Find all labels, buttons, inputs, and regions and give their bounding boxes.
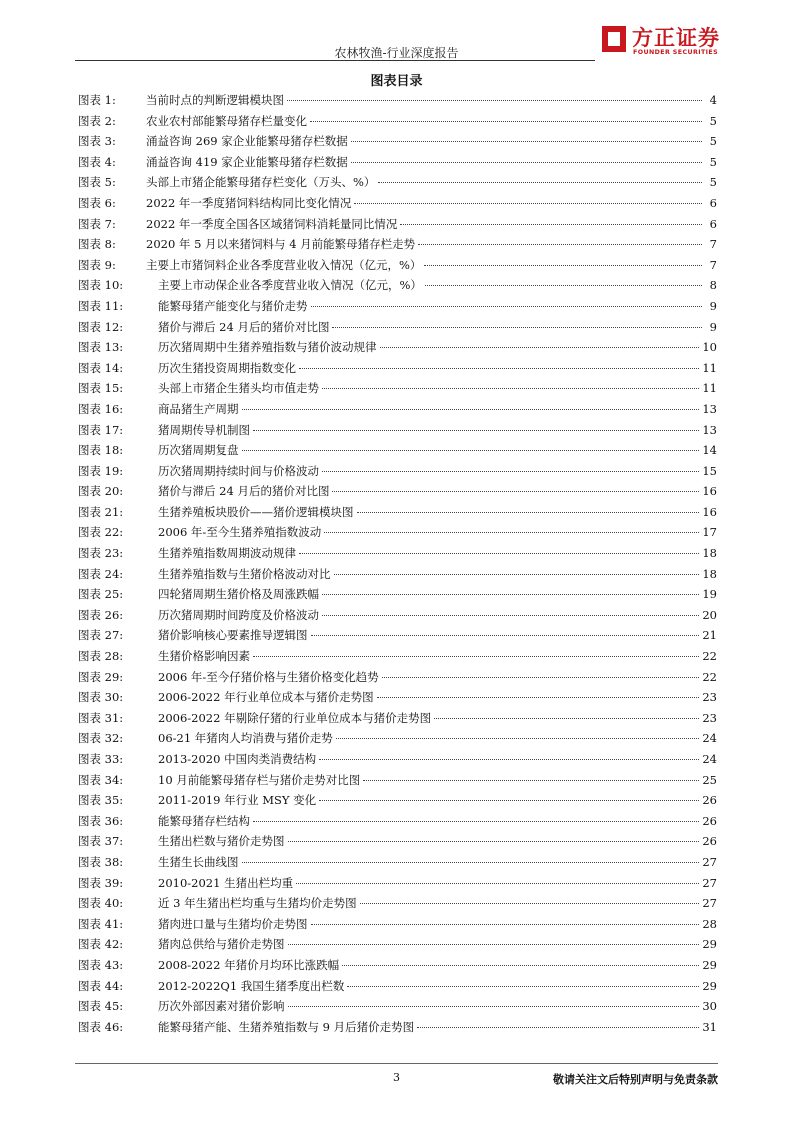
toc-dot-leader <box>357 512 700 513</box>
toc-entry-page: 7 <box>709 257 717 272</box>
toc-list <box>78 92 717 1039</box>
toc-entry-label: 图表 7: <box>78 216 116 231</box>
toc-entry-label: 图表 34: <box>78 772 124 787</box>
toc-entry-title[interactable]: 猪价影响核心要素推导逻辑图 <box>158 628 308 643</box>
toc-entry-title[interactable]: 生猪价格影响因素 <box>158 649 250 664</box>
toc-entry-page: 6 <box>709 216 717 231</box>
toc-entry-page: 25 <box>702 772 717 787</box>
toc-dot-leader <box>378 182 702 183</box>
toc-entry-title[interactable]: 2006-2022 年行业单位成本与猪价走势图 <box>158 690 374 705</box>
toc-entry-label: 图表 29: <box>78 669 124 684</box>
toc-entry[interactable] <box>78 319 717 340</box>
toc-entry-title[interactable]: 猪价与滞后 24 月后的猪价对比图 <box>158 484 330 499</box>
toc-entry-title[interactable]: 2022 年一季度全国各区域猪饲料消耗量同比情况 <box>146 216 398 231</box>
toc-entry-label: 图表 30: <box>78 690 124 705</box>
toc-entry-page: 31 <box>702 1019 717 1034</box>
toc-dot-leader <box>351 162 702 163</box>
toc-dot-leader <box>319 800 699 801</box>
toc-entry-label: 图表 22: <box>78 525 124 540</box>
toc-entry-title[interactable]: 涌益咨询 419 家企业能繁母猪存栏数据 <box>146 154 348 169</box>
toc-entry-title[interactable]: 历次猪周期持续时间与价格波动 <box>158 463 319 478</box>
toc-entry-title[interactable]: 历次生猪投资周期指数变化 <box>158 360 296 375</box>
toc-dot-leader <box>253 821 699 822</box>
toc-entry[interactable] <box>78 174 717 195</box>
toc-entry-label: 图表 5: <box>78 175 116 190</box>
toc-entry-label: 图表 31: <box>78 710 124 725</box>
toc-entry[interactable] <box>78 607 717 628</box>
toc-entry-page: 6 <box>709 195 717 210</box>
toc-entry-page: 26 <box>702 793 717 808</box>
toc-dot-leader <box>377 697 700 698</box>
toc-entry-title[interactable]: 涌益咨询 269 家企业能繁母猪存栏数据 <box>146 134 348 149</box>
toc-entry-label: 图表 4: <box>78 154 116 169</box>
toc-dot-leader <box>322 594 699 595</box>
toc-entry-page: 27 <box>702 896 717 911</box>
toc-dot-leader <box>319 759 699 760</box>
toc-entry-label: 图表 2: <box>78 113 116 128</box>
toc-entry-title[interactable]: 2020 年 5 月以来猪饲料与 4 月前能繁母猪存栏走势 <box>146 237 416 252</box>
toc-entry-label: 图表 8: <box>78 237 116 252</box>
toc-entry[interactable] <box>78 936 717 957</box>
toc-entry-page: 5 <box>709 175 717 190</box>
toc-entry-title[interactable]: 06-21 年猪肉人均消费与猪价走势 <box>158 731 333 746</box>
toc-entry-title[interactable]: 猪肉进口量与生猪均价走势图 <box>158 916 308 931</box>
toc-entry-page: 4 <box>709 93 717 107</box>
toc-entry[interactable] <box>78 689 717 710</box>
toc-dot-leader <box>322 388 699 389</box>
toc-dot-leader <box>400 224 702 225</box>
toc-entry-page: 21 <box>702 628 717 643</box>
toc-entry-title[interactable]: 四轮猪周期生猪价格及周涨跌幅 <box>158 587 319 602</box>
toc-dot-leader <box>324 532 699 533</box>
toc-entry-label: 图表 19: <box>78 463 124 478</box>
toc-entry[interactable] <box>78 442 717 463</box>
toc-entry-label: 图表 27: <box>78 628 124 643</box>
toc-entry-label: 图表 18: <box>78 443 124 458</box>
toc-entry-title[interactable]: 2006 年-至今生猪养殖指数波动 <box>158 525 322 540</box>
toc-dot-leader <box>288 841 700 842</box>
toc-entry[interactable] <box>78 133 717 154</box>
toc-entry-title[interactable]: 当前时点的判断逻辑模块图 <box>146 93 284 107</box>
toc-entry-label: 图表 3: <box>78 134 116 149</box>
toc-entry-page: 27 <box>702 854 717 869</box>
toc-entry-label: 图表 16: <box>78 401 124 416</box>
toc-entry-label: 图表 9: <box>78 257 116 272</box>
toc-entry-label: 图表 45: <box>78 999 124 1014</box>
toc-entry[interactable] <box>78 1019 717 1040</box>
toc-dot-leader <box>418 244 702 245</box>
toc-entry-page: 27 <box>702 875 717 890</box>
footer-disclaimer: 敬请关注文后特别声明与免责条款 <box>553 1073 718 1086</box>
toc-entry-title[interactable]: 主要上市动保企业各季度营业收入情况（亿元，%） <box>158 278 422 293</box>
toc-entry-label: 图表 32: <box>78 731 124 746</box>
toc-entry[interactable] <box>78 524 717 545</box>
toc-entry[interactable] <box>78 957 717 978</box>
toc-entry[interactable] <box>78 875 717 896</box>
toc-entry-page: 11 <box>702 360 717 375</box>
toc-entry-page: 9 <box>709 319 717 334</box>
toc-entry[interactable] <box>78 792 717 813</box>
toc-dot-leader <box>242 862 700 863</box>
toc-dot-leader <box>363 780 699 781</box>
logo-english-text: FOUNDER SECURITIES <box>633 49 719 56</box>
toc-entry[interactable] <box>78 998 717 1019</box>
toc-dot-leader <box>351 141 702 142</box>
toc-entry-title[interactable]: 近 3 年生猪出栏均重与生猪均价走势图 <box>158 896 357 911</box>
toc-entry-label: 图表 13: <box>78 340 124 355</box>
toc-entry-page: 5 <box>709 134 717 149</box>
toc-entry-page: 9 <box>709 298 717 313</box>
toc-entry-title[interactable]: 2012-2022Q1 我国生猪季度出栏数 <box>158 978 345 993</box>
toc-entry[interactable] <box>78 566 717 587</box>
toc-entry-page: 23 <box>702 690 717 705</box>
toc-entry-label: 图表 36: <box>78 813 124 828</box>
toc-dot-leader <box>425 285 702 286</box>
toc-dot-leader <box>360 903 700 904</box>
toc-entry-title[interactable]: 2013-2020 中国肉类消费结构 <box>158 752 317 766</box>
toc-entry[interactable] <box>78 195 717 216</box>
toc-entry[interactable] <box>78 772 717 793</box>
toc-dot-leader <box>299 368 699 369</box>
toc-dot-leader <box>242 409 700 410</box>
toc-entry-page: 18 <box>702 546 717 561</box>
toc-entry-page: 20 <box>702 607 717 622</box>
toc-entry-title[interactable]: 头部上市猪企能繁母猪存栏变化（万头、%） <box>146 175 376 190</box>
toc-entry-label: 图表 6: <box>78 195 116 210</box>
toc-dot-leader <box>242 450 700 451</box>
toc-entry-label: 图表 46: <box>78 1019 124 1034</box>
toc-dot-leader <box>296 883 699 884</box>
toc-entry[interactable] <box>78 339 717 360</box>
toc-entry-label: 图表 37: <box>78 834 124 849</box>
report-header-title: 农林牧渔-行业深度报告 <box>334 46 459 60</box>
toc-entry-title[interactable]: 历次猪周期时间跨度及价格波动 <box>158 607 319 622</box>
toc-entry[interactable] <box>78 833 717 854</box>
toc-dot-leader <box>287 100 702 101</box>
toc-entry[interactable] <box>78 298 717 319</box>
toc-entry-page: 18 <box>702 566 717 581</box>
toc-entry-page: 8 <box>709 278 717 293</box>
logo-chinese-text: 方正证券 <box>632 26 720 50</box>
toc-entry-label: 图表 20: <box>78 484 124 499</box>
toc-entry-label: 图表 42: <box>78 937 124 952</box>
toc-dot-leader <box>382 677 700 678</box>
toc-entry-title[interactable]: 农业农村部能繁母猪存栏量变化 <box>146 113 307 128</box>
toc-entry-title[interactable]: 历次猪周期中生猪养殖指数与猪价波动规律 <box>158 340 377 355</box>
toc-entry-title[interactable]: 生猪养殖指数周期波动规律 <box>158 546 296 561</box>
toc-entry-page: 29 <box>702 937 717 952</box>
toc-entry[interactable] <box>78 895 717 916</box>
toc-entry[interactable] <box>78 257 717 278</box>
toc-entry[interactable] <box>78 545 717 566</box>
toc-dot-leader <box>424 265 702 266</box>
toc-entry-title[interactable]: 历次外部因素对猪价影响 <box>158 999 285 1014</box>
toc-entry-title[interactable]: 生猪养殖指数与生猪价格波动对比 <box>158 566 331 581</box>
toc-entry-title[interactable]: 历次猪周期复盘 <box>158 443 239 458</box>
toc-entry-title[interactable]: 2022 年一季度猪饲料结构同比变化情况 <box>146 195 352 210</box>
toc-entry[interactable] <box>78 92 717 113</box>
toc-dot-leader <box>332 491 699 492</box>
toc-entry-title[interactable]: 2006-2022 年剔除仔猪的行业单位成本与猪价走势图 <box>158 710 432 725</box>
toc-dot-leader <box>311 924 700 925</box>
toc-entry[interactable] <box>78 483 717 504</box>
toc-entry[interactable] <box>78 154 717 175</box>
toc-dot-leader <box>253 656 699 657</box>
toc-dot-leader <box>332 327 702 328</box>
toc-entry[interactable] <box>78 978 717 999</box>
toc-entry-label: 图表 25: <box>78 587 124 602</box>
toc-entry-title[interactable]: 能繁母猪产能变化与猪价走势 <box>158 298 308 313</box>
toc-entry[interactable] <box>78 216 717 237</box>
toc-entry-title[interactable]: 生猪生长曲线图 <box>158 854 239 869</box>
founder-securities-logo <box>600 24 730 58</box>
footer-page-number: 3 <box>393 1071 400 1084</box>
toc-dot-leader <box>334 574 700 575</box>
toc-entry-page: 13 <box>702 401 717 416</box>
toc-entry-label: 图表 10: <box>78 278 124 293</box>
toc-entry-page: 16 <box>702 504 717 519</box>
toc-entry-page: 16 <box>702 484 717 499</box>
toc-entry-page: 23 <box>702 710 717 725</box>
toc-entry-title[interactable]: 2010-2021 生猪出栏均重 <box>158 875 294 890</box>
toc-entry-label: 图表 33: <box>78 752 124 766</box>
toc-entry-page: 29 <box>702 957 717 972</box>
toc-entry[interactable] <box>78 236 717 257</box>
toc-entry[interactable] <box>78 669 717 690</box>
toc-entry[interactable] <box>78 813 717 834</box>
toc-entry-title[interactable]: 能繁母猪存栏结构 <box>158 813 250 828</box>
toc-entry-title[interactable]: 头部上市猪企生猪头均市值走势 <box>158 381 319 396</box>
toc-entry-label: 图表 40: <box>78 896 124 911</box>
toc-entry[interactable] <box>78 504 717 525</box>
toc-entry-label: 图表 26: <box>78 607 124 622</box>
toc-entry-label: 图表 17: <box>78 422 124 437</box>
toc-entry[interactable] <box>78 401 717 422</box>
toc-entry-label: 图表 24: <box>78 566 124 581</box>
toc-entry-page: 10 <box>702 340 717 355</box>
toc-entry-page: 5 <box>709 154 717 169</box>
toc-entry[interactable] <box>78 854 717 875</box>
founder-logo-icon <box>600 24 628 54</box>
toc-entry-label: 图表 38: <box>78 854 124 869</box>
toc-entry[interactable] <box>78 586 717 607</box>
toc-dot-leader <box>311 635 700 636</box>
toc-dot-leader <box>354 203 702 204</box>
toc-entry-title[interactable]: 2008-2022 年猪价月均环比涨跌幅 <box>158 957 340 972</box>
toc-entry[interactable] <box>78 710 717 731</box>
toc-entry-page: 28 <box>702 916 717 931</box>
toc-entry[interactable] <box>78 648 717 669</box>
toc-entry-page: 26 <box>702 813 717 828</box>
toc-dot-leader <box>342 965 699 966</box>
toc-entry-label: 图表 12: <box>78 319 124 334</box>
toc-entry-title[interactable]: 生猪出栏数与猪价走势图 <box>158 834 285 849</box>
toc-entry[interactable] <box>78 422 717 443</box>
footer-divider <box>75 1063 718 1064</box>
toc-entry-label: 图表 21: <box>78 504 124 519</box>
toc-entry-title[interactable]: 猪周期传导机制图 <box>158 422 250 437</box>
toc-entry-page: 15 <box>702 463 717 478</box>
toc-entry-page: 22 <box>702 669 717 684</box>
toc-entry-title[interactable]: 主要上市猪饲料企业各季度营业收入情况（亿元，%） <box>146 257 422 272</box>
toc-entry[interactable] <box>78 730 717 751</box>
toc-entry-label: 图表 11: <box>78 298 124 313</box>
toc-entry-label: 图表 1: <box>78 93 116 107</box>
toc-entry[interactable] <box>78 380 717 401</box>
toc-dot-leader <box>288 1006 700 1007</box>
toc-entry-page: 22 <box>702 649 717 664</box>
toc-entry-page: 11 <box>702 381 717 396</box>
toc-entry-page: 19 <box>702 587 717 602</box>
toc-entry-title[interactable]: 猪肉总供给与猪价走势图 <box>158 937 285 952</box>
toc-entry-title[interactable]: 能繁母猪产能、生猪养殖指数与 9 月后猪价走势图 <box>158 1019 415 1034</box>
toc-entry-label: 图表 43: <box>78 957 124 972</box>
toc-entry-label: 图表 28: <box>78 649 124 664</box>
toc-dot-leader <box>299 553 699 554</box>
toc-entry-page: 24 <box>702 731 717 746</box>
toc-entry-title[interactable]: 生猪养殖板块股价——猪价逻辑模块图 <box>158 504 354 519</box>
toc-entry-label: 图表 15: <box>78 381 124 396</box>
toc-title: 图表目录 <box>370 74 423 89</box>
toc-dot-leader <box>347 986 699 987</box>
toc-entry-label: 图表 14: <box>78 360 124 375</box>
toc-entry[interactable] <box>78 627 717 648</box>
toc-entry-page: 17 <box>702 525 717 540</box>
toc-entry-label: 图表 23: <box>78 546 124 561</box>
toc-entry-page: 30 <box>702 999 717 1014</box>
toc-entry-label: 图表 39: <box>78 875 124 890</box>
toc-entry[interactable] <box>78 113 717 134</box>
toc-entry[interactable] <box>78 751 717 772</box>
toc-entry-page: 13 <box>702 422 717 437</box>
toc-dot-leader <box>322 615 699 616</box>
toc-dot-leader <box>288 944 700 945</box>
toc-entry[interactable] <box>78 277 717 298</box>
toc-entry[interactable] <box>78 360 717 381</box>
toc-entry-page: 26 <box>702 834 717 849</box>
toc-entry-page: 24 <box>702 752 717 766</box>
toc-dot-leader <box>310 121 702 122</box>
toc-entry-page: 29 <box>702 978 717 993</box>
toc-entry-label: 图表 44: <box>78 978 124 993</box>
toc-dot-leader <box>380 347 700 348</box>
toc-entry-title[interactable]: 2011-2019 年行业 MSY 变化 <box>158 793 317 808</box>
toc-entry-label: 图表 35: <box>78 793 124 808</box>
toc-dot-leader <box>311 306 703 307</box>
toc-dot-leader <box>336 738 700 739</box>
toc-entry-title[interactable]: 2006 年-至今仔猪价格与生猪价格变化趋势 <box>158 669 379 684</box>
toc-dot-leader <box>417 1027 699 1028</box>
toc-dot-leader <box>322 471 699 472</box>
toc-entry-label: 图表 41: <box>78 916 124 931</box>
toc-entry[interactable] <box>78 463 717 484</box>
toc-entry[interactable] <box>78 916 717 937</box>
toc-entry-title[interactable]: 10 月前能繁母猪存栏与猪价走势对比图 <box>158 772 361 787</box>
toc-entry-title[interactable]: 商品猪生产周期 <box>158 401 239 416</box>
header-divider <box>75 60 595 61</box>
toc-dot-leader <box>434 718 699 719</box>
toc-entry-page: 5 <box>709 113 717 128</box>
toc-entry-page: 14 <box>702 443 717 458</box>
toc-entry-title[interactable]: 猪价与滞后 24 月后的猪价对比图 <box>158 319 330 334</box>
toc-entry-page: 7 <box>709 237 717 252</box>
toc-dot-leader <box>253 430 699 431</box>
